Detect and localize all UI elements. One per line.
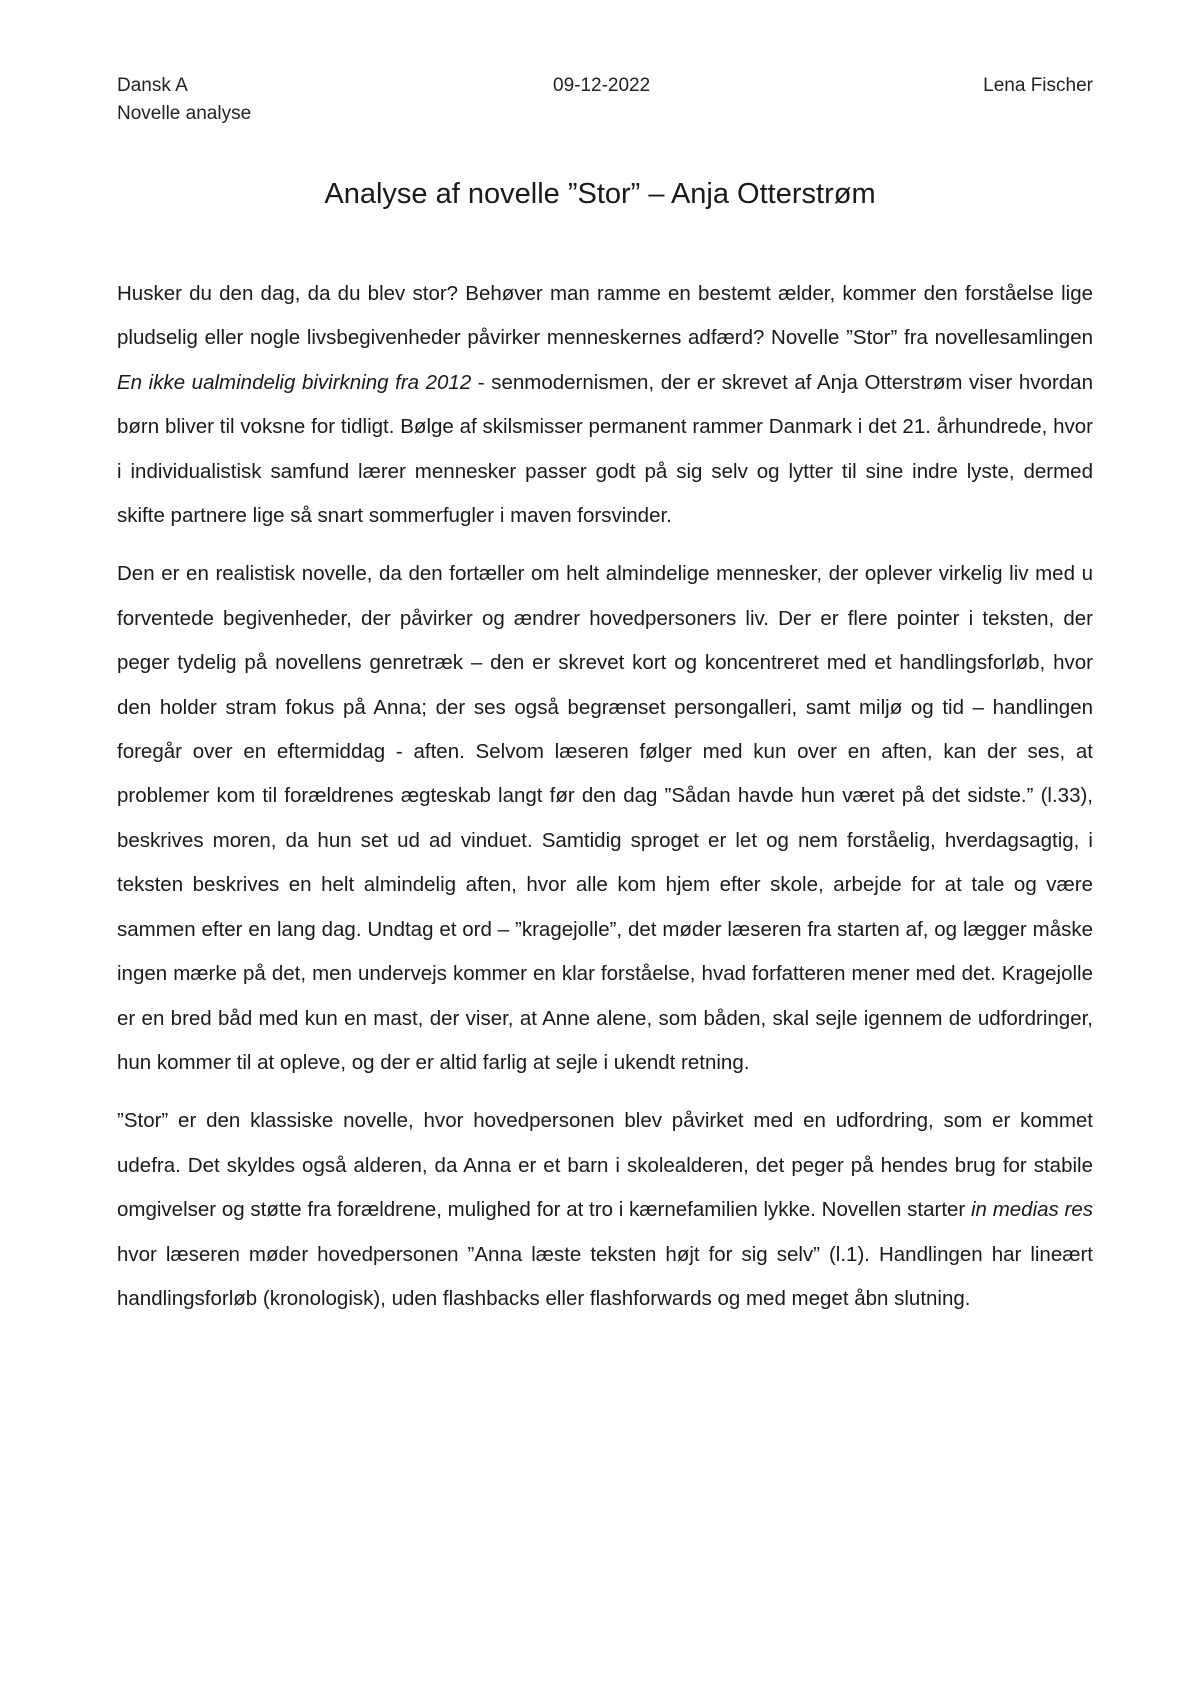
- paragraph-1-text-b: - senmodernismen, der er skrevet af Anja Otterstrøm viser hvordan børn bliver til voksne for tidligt. Bølge af skilsmisser permanent rammer Danmark i det 21. århundrede, hvor i individualistisk samfund lærer mennesker passer godt på sig selv og lytter til sine indre lyste, dermed skifte partnere lige så snart sommerfugler i maven forsvinder.: [117, 370, 1093, 528]
- header-subject: Dansk A: [117, 75, 188, 96]
- paragraph-2-text: Den er en realistisk novelle, da den fortæller om helt almindelige mennesker, der oplever virkelig liv med u forventede begivenheder, der påvirker og ændrer hovedpersoners liv. Der er flere pointer i teksten, der peger tydelig på novellens genretræk – den er skrevet kort og koncentreret med et handlingsforløb, hvor den holder stram fokus på Anna; der ses også begrænset persongalleri, samt miljø og tid – handlingen foregår over en eftermiddag - aften. Selvom læseren følger med kun over en aften, kan der ses, at problemer kom til forældrenes ægteskab langt før den dag ”Sådan havde hun været på det sidste.” (l.33), beskrives moren, da hun set ud ad vinduet. Samtidig sproget er let og nem forståelig, hverdagsagtig, i teksten beskrives en helt almindelig aften, hvor alle kom hjem efter skole, arbejde for at tale og være sammen efter en lang dag. Undtag et ord – ”kragejolle”, det møder læseren fra starten af, og lægger måske ingen mærke på det, men undervejs kommer en klar forståelse, hvad forfatteren mener med det. Kragejolle er en bred båd med kun en mast, der viser, at Anne alene, som båden, skal sejle igennem de udfordringer, hun kommer til at opleve, og der er altid farlig at sejle i ukendt retning.: [117, 562, 1093, 1074]
- header-date: 09-12-2022: [553, 75, 651, 96]
- header-assignment: Novelle analyse: [117, 103, 252, 124]
- paragraph-2: [117, 552, 1093, 1085]
- paragraph-1-italic: En ikke ualmindelig bivirkning fra 2012: [117, 370, 472, 394]
- header-author: Lena Fischer: [983, 75, 1093, 96]
- paragraph-3-italic: in medias res: [971, 1198, 1093, 1222]
- paragraph-3-text-b: hvor læseren møder hovedpersonen ”Anna læste teksten højt for sig selv” (l.1). Handlingen har lineært handlingsforløb (kronologisk), uden flashbacks eller flashforwards og med meget åbn slutning.: [117, 1242, 1093, 1310]
- page-header: [117, 72, 1093, 128]
- paragraph-1-text-a: Husker du den dag, da du blev stor? Behøver man ramme en bestemt ælder, kommer den forståelse lige pludselig eller nogle livsbegivenheder påvirker menneskernes adfærd? Novelle ”Stor” fra novellesamlingen: [117, 282, 1093, 350]
- paragraph-3-text-a: ”Stor” er den klassiske novelle, hvor hovedpersonen blev påvirket med en udfordring, som er kommet udefra. Det skyldes også alderen, da Anna er et barn i skolealderen, det peger på hendes brug for stabile omgivelser og støtte fra forældrene, mulighed for at tro i kærnefamilien lykke. Novellen starter: [117, 1109, 1093, 1222]
- document-title: Analyse af novelle ”Stor” – Anja Otterstrøm: [324, 178, 876, 210]
- paragraph-1: [117, 272, 1093, 538]
- document-body: [117, 272, 1093, 1335]
- paragraph-3: [117, 1099, 1093, 1321]
